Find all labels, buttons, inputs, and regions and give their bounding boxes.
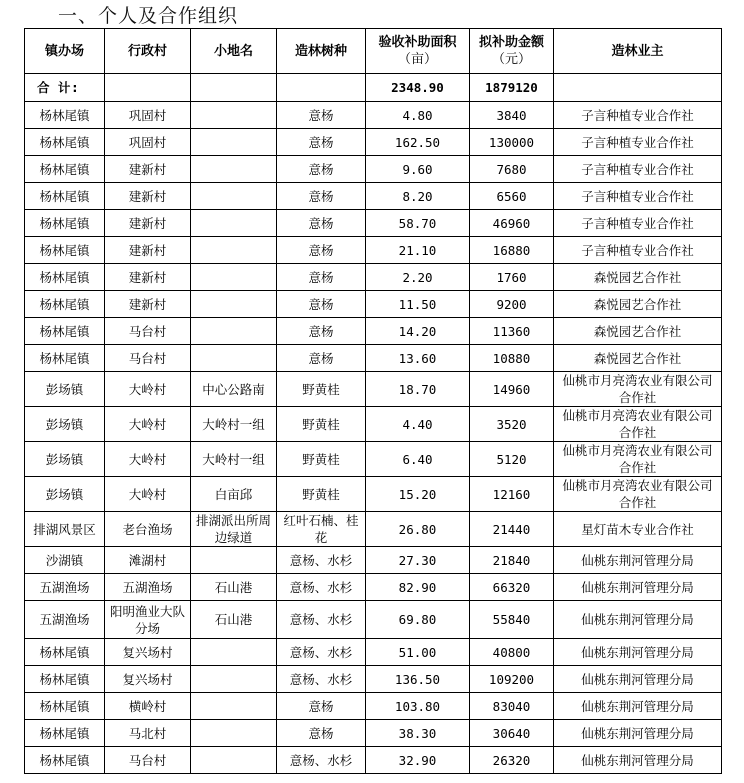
cell-town: 杨林尾镇 (25, 291, 105, 318)
cell-amount: 130000 (470, 129, 554, 156)
cell-town: 排湖风景区 (25, 512, 105, 547)
cell-species: 意杨 (277, 345, 366, 372)
cell-species: 意杨 (277, 720, 366, 747)
cell-town: 沙湖镇 (25, 547, 105, 574)
cell-village: 大岭村 (105, 442, 191, 477)
table-row (25, 693, 722, 720)
cell-amount: 16880 (470, 237, 554, 264)
table-row (25, 345, 722, 372)
table-row (25, 512, 722, 547)
cell-amount: 3520 (470, 407, 554, 442)
table-row (25, 237, 722, 264)
table-row (25, 720, 722, 747)
cell-area: 6.40 (366, 442, 470, 477)
cell-species: 野黄桂 (277, 442, 366, 477)
cell-place (191, 183, 277, 210)
cell-owner: 子言种植专业合作社 (554, 102, 722, 129)
table-row (25, 318, 722, 345)
cell-area: 21.10 (366, 237, 470, 264)
cell-place: 大岭村一组 (191, 407, 277, 442)
cell-area: 14.20 (366, 318, 470, 345)
cell-village: 复兴场村 (105, 639, 191, 666)
cell-village: 大岭村 (105, 477, 191, 512)
cell-place (191, 345, 277, 372)
cell-amount: 10880 (470, 345, 554, 372)
cell-amount: 109200 (470, 666, 554, 693)
cell-village: 巩固村 (105, 102, 191, 129)
cell-species: 野黄桂 (277, 477, 366, 512)
cell-species: 意杨、水杉 (277, 666, 366, 693)
cell-owner: 仙桃东荆河管理分局 (554, 574, 722, 601)
cell-town: 杨林尾镇 (25, 156, 105, 183)
cell-place (191, 720, 277, 747)
cell-area: 4.40 (366, 407, 470, 442)
header-town: 镇办场 (25, 29, 105, 74)
section-title: 一、个人及合作组织 (58, 5, 239, 27)
cell-town: 彭场镇 (25, 442, 105, 477)
cell-place: 石山港 (191, 601, 277, 639)
cell-village: 大岭村 (105, 372, 191, 407)
cell-owner: 子言种植专业合作社 (554, 237, 722, 264)
cell-area: 82.90 (366, 574, 470, 601)
cell-village: 建新村 (105, 264, 191, 291)
cell-species: 意杨 (277, 129, 366, 156)
cell-area: 4.80 (366, 102, 470, 129)
cell-owner: 仙桃市月亮湾农业有限公司合作社 (554, 407, 722, 442)
table-row (25, 264, 722, 291)
total-village (105, 74, 191, 102)
cell-area: 18.70 (366, 372, 470, 407)
cell-owner: 仙桃东荆河管理分局 (554, 693, 722, 720)
cell-place: 排湖派出所周边绿道 (191, 512, 277, 547)
cell-owner: 森悦园艺合作社 (554, 264, 722, 291)
cell-amount: 46960 (470, 210, 554, 237)
cell-area: 136.50 (366, 666, 470, 693)
cell-species: 意杨 (277, 291, 366, 318)
cell-species: 野黄桂 (277, 372, 366, 407)
cell-amount: 12160 (470, 477, 554, 512)
cell-amount: 55840 (470, 601, 554, 639)
cell-species: 意杨 (277, 183, 366, 210)
cell-owner: 仙桃市月亮湾农业有限公司合作社 (554, 477, 722, 512)
table-row (25, 442, 722, 477)
cell-area: 11.50 (366, 291, 470, 318)
cell-species: 意杨 (277, 210, 366, 237)
cell-area: 162.50 (366, 129, 470, 156)
cell-area: 2.20 (366, 264, 470, 291)
table-row (25, 372, 722, 407)
header-area-label: 验收补助面积 (378, 35, 457, 50)
cell-place: 白亩邱 (191, 477, 277, 512)
table-row (25, 183, 722, 210)
cell-owner: 星灯苗木专业合作社 (554, 512, 722, 547)
cell-town: 彭场镇 (25, 407, 105, 442)
cell-village: 巩固村 (105, 129, 191, 156)
cell-species: 意杨、水杉 (277, 547, 366, 574)
cell-town: 杨林尾镇 (25, 183, 105, 210)
cell-owner: 子言种植专业合作社 (554, 183, 722, 210)
cell-village: 建新村 (105, 183, 191, 210)
table-row (25, 666, 722, 693)
cell-town: 杨林尾镇 (25, 345, 105, 372)
cell-village: 马台村 (105, 747, 191, 774)
cell-species: 意杨 (277, 318, 366, 345)
cell-place (191, 693, 277, 720)
cell-village: 阳明渔业大队分场 (105, 601, 191, 639)
cell-species: 野黄桂 (277, 407, 366, 442)
cell-amount: 14960 (470, 372, 554, 407)
cell-species: 意杨、水杉 (277, 601, 366, 639)
cell-species: 意杨 (277, 264, 366, 291)
cell-town: 杨林尾镇 (25, 747, 105, 774)
cell-amount: 21440 (470, 512, 554, 547)
cell-species: 意杨、水杉 (277, 639, 366, 666)
cell-town: 五湖渔场 (25, 574, 105, 601)
cell-village: 复兴场村 (105, 666, 191, 693)
cell-owner: 仙桃东荆河管理分局 (554, 720, 722, 747)
cell-town: 彭场镇 (25, 477, 105, 512)
header-place: 小地名 (191, 29, 277, 74)
cell-place (191, 210, 277, 237)
cell-place (191, 102, 277, 129)
cell-village: 建新村 (105, 237, 191, 264)
cell-area: 69.80 (366, 601, 470, 639)
total-species (277, 74, 366, 102)
cell-village: 老台渔场 (105, 512, 191, 547)
cell-village: 五湖渔场 (105, 574, 191, 601)
cell-amount: 21840 (470, 547, 554, 574)
cell-amount: 66320 (470, 574, 554, 601)
total-place (191, 74, 277, 102)
header-village: 行政村 (105, 29, 191, 74)
cell-town: 杨林尾镇 (25, 318, 105, 345)
table-row (25, 639, 722, 666)
cell-amount: 30640 (470, 720, 554, 747)
header-amount-unit: （元） (491, 52, 531, 67)
cell-place (191, 291, 277, 318)
cell-amount: 1760 (470, 264, 554, 291)
cell-owner: 子言种植专业合作社 (554, 156, 722, 183)
table-header-row (25, 29, 722, 74)
header-amount (470, 29, 554, 74)
cell-owner: 子言种植专业合作社 (554, 210, 722, 237)
cell-area: 103.80 (366, 693, 470, 720)
cell-village: 大岭村 (105, 407, 191, 442)
cell-owner: 子言种植专业合作社 (554, 129, 722, 156)
header-area (366, 29, 470, 74)
cell-village: 马台村 (105, 345, 191, 372)
table-row (25, 574, 722, 601)
cell-species: 红叶石楠、桂花 (277, 512, 366, 547)
header-owner: 造林业主 (554, 29, 722, 74)
cell-owner: 仙桃市月亮湾农业有限公司合作社 (554, 372, 722, 407)
total-label: 合 计: (25, 74, 105, 102)
total-owner (554, 74, 722, 102)
cell-species: 意杨 (277, 102, 366, 129)
cell-village: 马北村 (105, 720, 191, 747)
cell-town: 彭场镇 (25, 372, 105, 407)
cell-place (191, 547, 277, 574)
total-row (25, 74, 722, 102)
cell-species: 意杨 (277, 237, 366, 264)
cell-village: 滩湖村 (105, 547, 191, 574)
header-amount-label: 拟补助金额 (478, 35, 544, 50)
cell-place (191, 747, 277, 774)
cell-place: 大岭村一组 (191, 442, 277, 477)
table-row (25, 407, 722, 442)
cell-town: 杨林尾镇 (25, 129, 105, 156)
cell-amount: 9200 (470, 291, 554, 318)
cell-village: 马台村 (105, 318, 191, 345)
cell-area: 26.80 (366, 512, 470, 547)
cell-owner: 仙桃东荆河管理分局 (554, 639, 722, 666)
total-area: 2348.90 (366, 74, 470, 102)
cell-town: 五湖渔场 (25, 601, 105, 639)
cell-place (191, 237, 277, 264)
cell-area: 9.60 (366, 156, 470, 183)
cell-amount: 26320 (470, 747, 554, 774)
cell-amount: 83040 (470, 693, 554, 720)
table-row (25, 477, 722, 512)
cell-town: 杨林尾镇 (25, 102, 105, 129)
cell-village: 建新村 (105, 210, 191, 237)
cell-town: 杨林尾镇 (25, 693, 105, 720)
cell-village: 建新村 (105, 156, 191, 183)
table-row (25, 601, 722, 639)
cell-place (191, 129, 277, 156)
table-row (25, 747, 722, 774)
header-species: 造林树种 (277, 29, 366, 74)
cell-species: 意杨、水杉 (277, 574, 366, 601)
cell-amount: 7680 (470, 156, 554, 183)
cell-place: 石山港 (191, 574, 277, 601)
cell-town: 杨林尾镇 (25, 720, 105, 747)
cell-town: 杨林尾镇 (25, 210, 105, 237)
cell-place (191, 264, 277, 291)
cell-owner: 仙桃东荆河管理分局 (554, 747, 722, 774)
cell-amount: 3840 (470, 102, 554, 129)
cell-place (191, 639, 277, 666)
subsidy-table (24, 28, 722, 774)
cell-town: 杨林尾镇 (25, 237, 105, 264)
cell-area: 27.30 (366, 547, 470, 574)
cell-owner: 仙桃东荆河管理分局 (554, 547, 722, 574)
cell-place (191, 666, 277, 693)
cell-amount: 5120 (470, 442, 554, 477)
table-row (25, 547, 722, 574)
cell-area: 15.20 (366, 477, 470, 512)
table-row (25, 291, 722, 318)
table-row (25, 129, 722, 156)
cell-species: 意杨 (277, 156, 366, 183)
cell-area: 51.00 (366, 639, 470, 666)
cell-owner: 仙桃东荆河管理分局 (554, 666, 722, 693)
cell-town: 杨林尾镇 (25, 639, 105, 666)
cell-town: 杨林尾镇 (25, 264, 105, 291)
cell-town: 杨林尾镇 (25, 666, 105, 693)
cell-species: 意杨、水杉 (277, 747, 366, 774)
cell-place (191, 318, 277, 345)
total-amount: 1879120 (470, 74, 554, 102)
cell-place (191, 156, 277, 183)
cell-amount: 40800 (470, 639, 554, 666)
cell-amount: 11360 (470, 318, 554, 345)
cell-owner: 森悦园艺合作社 (554, 291, 722, 318)
cell-owner: 森悦园艺合作社 (554, 345, 722, 372)
table-row (25, 102, 722, 129)
cell-area: 38.30 (366, 720, 470, 747)
cell-species: 意杨 (277, 693, 366, 720)
cell-village: 横岭村 (105, 693, 191, 720)
cell-owner: 仙桃市月亮湾农业有限公司合作社 (554, 442, 722, 477)
table-row (25, 210, 722, 237)
table-row (25, 156, 722, 183)
cell-area: 58.70 (366, 210, 470, 237)
cell-place: 中心公路南 (191, 372, 277, 407)
cell-owner: 森悦园艺合作社 (554, 318, 722, 345)
cell-village: 建新村 (105, 291, 191, 318)
cell-owner: 仙桃东荆河管理分局 (554, 601, 722, 639)
cell-amount: 6560 (470, 183, 554, 210)
cell-area: 32.90 (366, 747, 470, 774)
header-area-unit: （亩） (397, 52, 437, 67)
cell-area: 13.60 (366, 345, 470, 372)
cell-area: 8.20 (366, 183, 470, 210)
